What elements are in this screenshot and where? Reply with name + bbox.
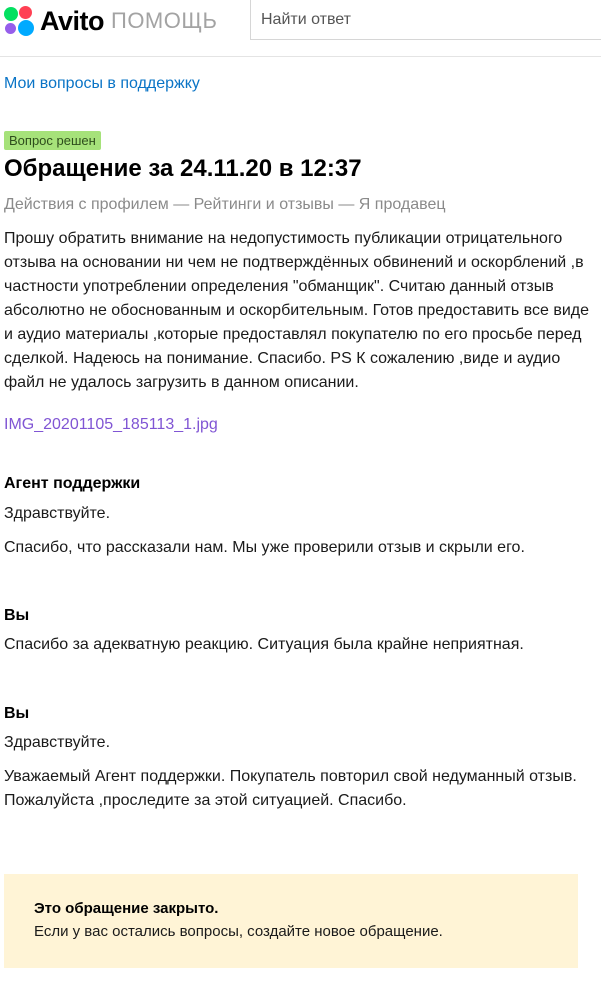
ticket-body: Прошу обратить внимание на недопустимость публикации отрицательного отзыва на основании ни чем не подтверждённых обвинений и оскорблений ,в частности употреблении определения "обманщик". Считаю данный отзыв абсолютно не обоснованным и оскорбительным. Готов предоставить все виде и аудио материалы ,которые предоставлял покупателю по его просьбе перед сделкой. Надеюсь на понимание. Спасибо. PS К сожалению ,виде и аудио файл не удалось загрузить в данном описании. (4, 230, 589, 391)
attachment-link[interactable]: IMG_20201105_185113_1.jpg (4, 416, 218, 433)
message-author: Агент поддержки (4, 475, 141, 492)
avito-dots-icon (4, 6, 36, 36)
header (0, 0, 601, 57)
brand-subtitle: ПОМОЩЬ (111, 8, 218, 33)
brand-name: Avito (40, 5, 104, 36)
message-line: Здравствуйте. (4, 734, 111, 751)
closed-notice (4, 874, 578, 968)
message-line: Уважаемый Агент поддержки. Покупатель повторил свой недуманный отзыв. Пожалуйста ,проследите за этой ситуацией. Спасибо. (4, 768, 577, 809)
message-author: Вы (4, 607, 30, 624)
avito-logo[interactable] (4, 6, 217, 36)
page-title: Обращение за 24.11.20 в 12:37 (4, 155, 362, 182)
message-line: Здравствуйте. (4, 505, 111, 522)
search-input[interactable] (250, 0, 601, 40)
message-author: Вы (4, 705, 30, 722)
closed-notice-text: Если у вас остались вопросы, создайте новое обращение. (34, 923, 443, 940)
closed-notice-title: Это обращение закрыто. (34, 900, 219, 917)
message-line: Спасибо за адекватную реакцию. Ситуация была крайне неприятная. (4, 636, 524, 653)
my-support-questions-link[interactable]: Мои вопросы в поддержку (4, 75, 200, 92)
message-line: Спасибо, что рассказали нам. Мы уже проверили отзыв и скрыли его. (4, 539, 525, 556)
status-badge: Вопрос решен (4, 131, 101, 150)
breadcrumb: Действия с профилем — Рейтинги и отзывы — Я продавец (4, 196, 446, 213)
